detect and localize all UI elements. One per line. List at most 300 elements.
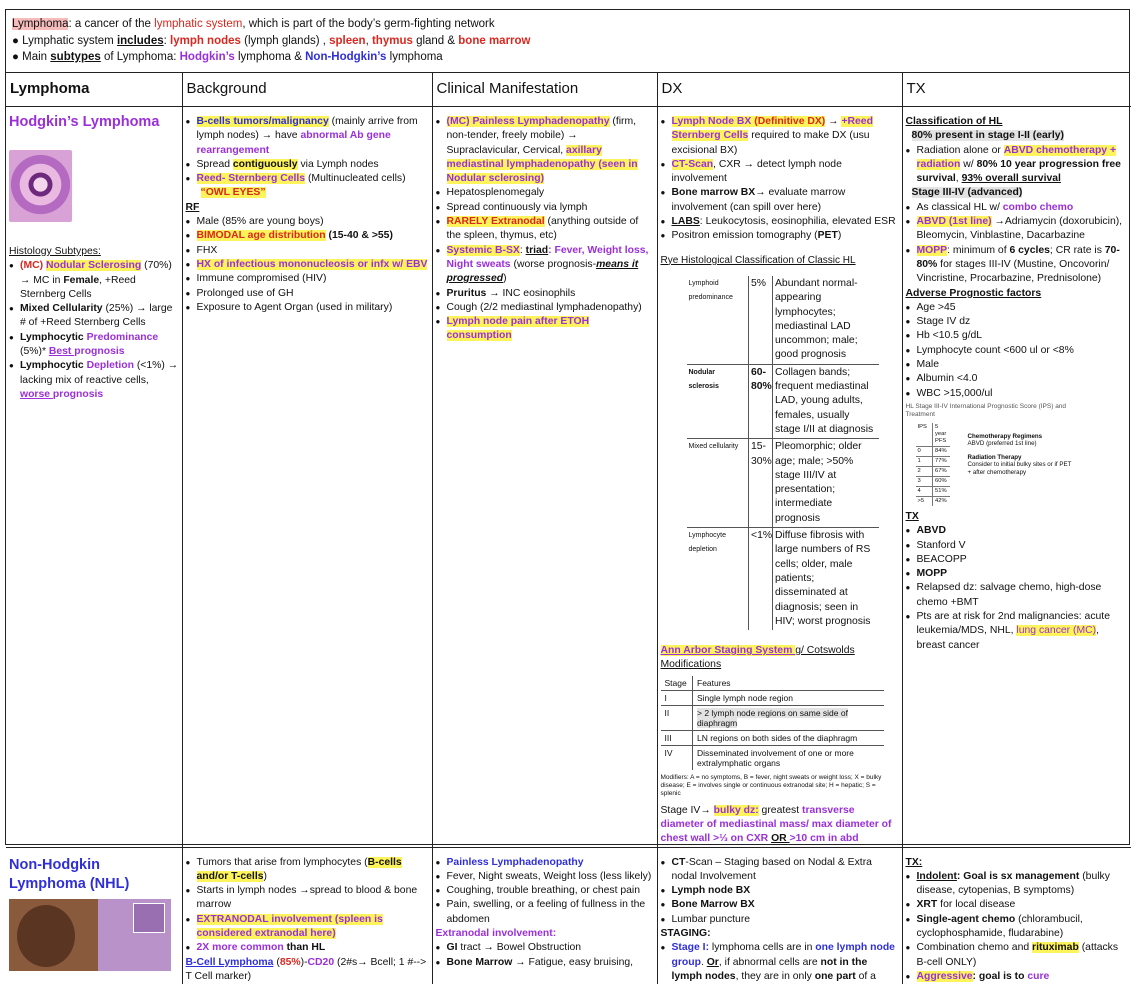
table-row	[661, 745, 884, 770]
text: :	[519, 244, 526, 256]
text: not in the lymph nodes	[671, 956, 868, 982]
text: lymphoma	[386, 51, 443, 63]
staging-title: STAGING:	[660, 928, 711, 940]
text: Disseminated involvement of one or more extralymphatic organs	[693, 745, 884, 770]
element	[186, 115, 429, 201]
table-row	[916, 476, 950, 486]
ips-regimens	[968, 433, 1073, 506]
nhl-tx-title: TX:	[905, 856, 923, 868]
text: (	[273, 956, 280, 968]
text: greatest	[758, 804, 802, 816]
table-row	[687, 528, 879, 631]
text: of Lymphoma:	[100, 51, 180, 63]
text: required to make DX (usu excisional BX)	[671, 130, 870, 156]
text: →	[825, 116, 842, 127]
text: 2X more common	[196, 942, 284, 954]
term-thymus: thymus	[371, 34, 413, 47]
text: .	[700, 956, 707, 968]
text: Stage I:	[671, 942, 710, 954]
term-hodgkins: Hodgkin’s	[179, 51, 235, 63]
text: 6 cycles	[1009, 244, 1050, 256]
text: (lymph glands) ,	[240, 34, 330, 47]
list-item: ● ABVD	[906, 524, 1129, 538]
text: CT-Scan	[671, 158, 714, 170]
list-item	[436, 856, 654, 870]
list-item: ● Lumbar puncture	[661, 913, 899, 927]
text: As classical HL w/	[916, 201, 1003, 213]
text: means it progressed	[446, 258, 639, 285]
text: 77%	[933, 456, 950, 466]
list-item	[906, 610, 1129, 653]
list-item: ● Stanford V	[906, 539, 1129, 553]
text: , which is part of the body’s germ-fighting network	[242, 18, 495, 30]
text: 0	[916, 446, 933, 456]
text: 60-80%	[749, 364, 773, 438]
table-row	[916, 446, 950, 456]
element	[906, 129, 1129, 143]
column-header-clinical: Clinical Manifestation	[432, 73, 657, 107]
text: tract → Bowel Obstruction	[457, 942, 582, 954]
text: Tumors that arise from lymphocytes (	[196, 856, 368, 868]
list-item: ● Male	[906, 358, 1129, 372]
table-row	[687, 439, 879, 528]
text: LABS	[671, 216, 700, 228]
text: (bulky disease, cytopenias, B symptoms)	[916, 870, 1110, 897]
text: 80% present in stage I-II (early)	[911, 130, 1064, 142]
text: Ann Arbor Staging System	[660, 645, 796, 657]
list-item	[906, 244, 1129, 287]
list-item: ● Prolonged use of GH	[186, 287, 429, 301]
text: Nodular Sclerosing	[45, 260, 142, 272]
text: MOPP	[916, 244, 948, 256]
text: 70-80%	[916, 244, 1120, 270]
text: IV	[661, 745, 693, 770]
text: Positron emission tomography (	[671, 230, 818, 242]
text: Pts are at risk for 2nd malignancies: acute leukemia/MDS, NHL,	[916, 611, 1110, 637]
text: RARELY Extranodal	[446, 216, 545, 228]
text: contiguously	[232, 158, 298, 170]
stage-modifiers: Modifiers: A = no symptoms, B = fever, night sweats or weight loss; X = bulky disease; E = involves single or continuous extranodal site; H = hepatic; S = splenic	[660, 773, 882, 797]
text: gland &	[412, 34, 459, 47]
text: (15-40 & >55)	[325, 230, 393, 242]
text: 93% overall survival	[961, 173, 1061, 185]
list-item	[906, 898, 1129, 912]
text: ABVD (1st line)	[916, 216, 992, 228]
term-non-hodgkins: Non-Hodgkin’s	[305, 51, 387, 63]
list-item	[186, 115, 429, 158]
column-header-background: Background	[182, 73, 432, 107]
list-item	[906, 941, 1129, 970]
text: worse	[20, 388, 53, 400]
element	[906, 186, 1129, 200]
element	[133, 903, 165, 933]
list-item	[661, 215, 899, 229]
text: Single-agent chemo	[916, 913, 1016, 925]
nhl-title: Non-Hodgkin Lymphoma (NHL)	[9, 856, 130, 892]
table-row	[687, 276, 879, 364]
rye-classification-title: Rye Histological Classification of Classic HL	[660, 254, 856, 266]
text: )-	[300, 956, 308, 968]
text: , +Reed Sternberg Cells	[20, 274, 136, 300]
risk-factors-list	[186, 215, 429, 315]
text: 15-30%	[749, 439, 773, 528]
text: Chemotherapy Regimens	[967, 432, 1043, 440]
text: Nodular sclerosis	[687, 364, 749, 438]
text: Features	[693, 676, 884, 691]
list-item: ● Lymphocyte count <600 ul or <8%	[906, 344, 1129, 358]
list-item	[436, 956, 654, 970]
text: w/	[960, 158, 977, 170]
text: subtypes	[50, 51, 101, 63]
text: bulky dz:	[713, 804, 759, 816]
text: HX of infectious mononucleosis or infx w/ EBV	[196, 258, 428, 270]
list-item	[906, 215, 1129, 244]
text: Pruritus	[446, 287, 487, 299]
text: : Goal is sx management	[956, 870, 1080, 882]
text: CT	[671, 856, 686, 868]
table-row	[916, 456, 950, 466]
list-item	[9, 259, 179, 302]
text: :	[163, 34, 170, 47]
list-item	[906, 870, 1129, 899]
intro-line-2: ● Lymphatic system includes: lymph nodes (lymph glands) , spleen, thymus gland & bone marrow	[12, 34, 531, 47]
nhl-dx-cell	[657, 847, 902, 984]
tx-list	[906, 524, 1129, 653]
text: : Leukocytosis, eosinophilia, elevated ESR	[699, 216, 896, 228]
text: Lymphoid predominance	[687, 276, 749, 364]
hl-clinical-cell	[432, 107, 657, 848]
text: of a	[855, 970, 876, 982]
table-row	[661, 676, 884, 691]
text: prognosis	[74, 346, 125, 358]
text: (Multinucleated cells)	[305, 173, 406, 185]
list-item: ● Immune compromised (HIV)	[186, 272, 429, 286]
element	[906, 870, 1129, 984]
text: PET	[817, 230, 838, 242]
text: 60%	[933, 476, 950, 486]
text: ,	[955, 173, 962, 185]
list-item: ● FHX	[186, 244, 429, 258]
text: (MC)	[20, 260, 44, 272]
element	[906, 201, 1129, 287]
text: 67%	[933, 466, 950, 476]
text: combo chemo	[1002, 201, 1074, 213]
text: (anything outside of the spleen, thymus, etc)	[446, 216, 639, 242]
element	[906, 144, 1129, 187]
term-bone-marrow: bone marrow	[458, 34, 531, 47]
list-item	[906, 201, 1129, 215]
text: (25%) → large # of +Reed Sternberg Cells	[20, 303, 173, 329]
column-header-lymphoma: Lymphoma	[6, 73, 182, 107]
text: B-cells and/or T-cells	[196, 856, 402, 882]
risk-factors-title: RF	[185, 201, 200, 213]
list-item	[661, 856, 899, 885]
list-item	[661, 115, 899, 158]
text: →Adriamycin (doxorubicin), Bleomycin, Vinblastine, Dacarbazine	[916, 216, 1123, 242]
list-item	[436, 244, 654, 287]
term-lymphoma: Lymphoma	[12, 18, 69, 30]
ips-title: HL Stage III-IV International Prognostic Score (IPS) and Treatment	[905, 402, 1067, 418]
list-item	[661, 941, 899, 984]
text: 4	[916, 486, 933, 496]
list-item	[661, 229, 899, 243]
text: (attacks B-cell ONLY)	[916, 942, 1119, 968]
list-item: ● BEACOPP	[906, 553, 1129, 567]
text: Painless Lymphadenopathy	[446, 856, 584, 868]
list-item: ● Male (85% are young boys)	[186, 215, 429, 229]
intro-line-3: ● Main subtypes of Lymphoma: Hodgkin’s lymphoma & Non-Hodgkin’s lymphoma	[12, 51, 443, 63]
list-item	[186, 258, 429, 272]
term-spleen: spleen	[329, 34, 366, 47]
text: , if abnormal cells are	[718, 956, 821, 968]
list-item	[661, 186, 899, 215]
text: , breast cancer	[916, 625, 1099, 651]
list-item: ● Starts in lymph nodes →spread to blood & bone marrow	[186, 884, 429, 913]
list-item: ● Coughing, trouble breathing, or chest pain	[436, 884, 654, 898]
intro-line-1	[12, 16, 1123, 33]
list-item: ● Spread continuously via lymph	[436, 201, 654, 215]
hl-dx-cell	[657, 107, 902, 848]
list-item: ● WBC >15,000/ul	[906, 387, 1129, 401]
histology-subtypes-list	[9, 259, 179, 402]
text: Spread	[196, 158, 233, 170]
text: Radiation Therapy	[967, 453, 1022, 461]
text: -Scan – Staging based on Nodal & Extra nodal Involvement	[671, 856, 872, 882]
text: >10 cm in abd	[789, 833, 859, 845]
text: than HL	[283, 942, 326, 954]
text: Lymph node pain after ETOH consumption	[446, 316, 590, 342]
text: ABVD chemotherapy + radiation	[916, 144, 1117, 170]
nhl-tx-cell	[902, 847, 1131, 984]
text: Stage	[661, 676, 693, 691]
text: cure	[1027, 970, 1050, 982]
text: lymphoma &	[234, 51, 306, 63]
list-item	[9, 331, 179, 360]
list-item	[186, 856, 429, 885]
text: 80% 10 year progression free survival	[916, 158, 1121, 185]
adverse-factors-list	[906, 301, 1129, 401]
intro-header	[6, 10, 1129, 73]
text: Combination chemo and	[916, 942, 1033, 954]
list-item	[9, 302, 179, 331]
element	[436, 115, 654, 344]
lymphoma-table	[6, 73, 1131, 984]
text: (<1%) → lacking mix of reactive cells,	[20, 360, 179, 386]
text: transverse diameter of mediastinal mass/ max diameter of chest wall >⅓ on CXR	[660, 804, 892, 845]
hl-name-cell	[6, 107, 182, 848]
element	[436, 856, 654, 927]
list-item	[186, 158, 429, 172]
text: 3	[916, 476, 933, 486]
classification-title: Classification of HL	[905, 116, 1003, 127]
text: IPS	[916, 423, 933, 447]
table-row	[916, 466, 950, 476]
text: <1%	[749, 528, 773, 631]
text: Lymphocytic	[20, 360, 87, 372]
text: lung cancer (MC)	[1016, 625, 1097, 637]
text: one part	[814, 970, 856, 982]
table-row	[661, 690, 884, 705]
element	[17, 905, 75, 967]
text: Stage IV→	[660, 804, 714, 816]
text: (firm, non-tender, freely mobile) → Supraclavicular, Cervical,	[446, 116, 637, 156]
list-item: ● Stage IV dz	[906, 315, 1129, 329]
text: via Lymph nodes	[297, 158, 379, 170]
text: 5%	[749, 276, 773, 364]
text: for local disease	[937, 899, 1016, 911]
text: Lymphocytic	[20, 331, 87, 343]
table-row	[916, 486, 950, 496]
text: Reed- Sternberg Cells	[196, 173, 306, 185]
tx-list-title: TX	[905, 510, 919, 522]
text: > 2 lymph node regions on same side of diaphragm	[697, 707, 848, 728]
list-item	[661, 158, 899, 187]
text: +Reed Sternberg Cells	[671, 116, 873, 142]
text: lymphoma cells are in	[709, 942, 816, 954]
text: for stages III-IV (Mustine, Oncovorin/ Vincristine, Procarbazine, Prednisolone)	[916, 258, 1110, 285]
list-item	[436, 115, 654, 186]
list-item	[436, 315, 654, 344]
text: : goal is to	[972, 970, 1028, 982]
stage-iv-note	[661, 804, 899, 847]
text: → Fatigue, easy bruising,	[512, 956, 634, 968]
element	[661, 115, 899, 244]
text: Bone Marrow	[446, 956, 513, 968]
text: (Definitive DX)	[751, 116, 826, 127]
list-item: ● Age >45	[906, 301, 1129, 315]
text: B-Cell Lymphoma	[185, 956, 274, 968]
text: Mixed Cellularity	[20, 303, 103, 315]
element	[661, 941, 899, 984]
list-item: ● Fever, Night sweats, Weight loss (less likely)	[436, 870, 654, 884]
text: → INC eosinophils	[486, 287, 576, 299]
text: 42%	[933, 496, 950, 506]
text: prognosis	[52, 388, 104, 400]
text: Diffuse fibrosis with large numbers of RS cells; older, male patients; disseminated at diagnosis; seen in HIV; worst prognosis	[773, 528, 879, 631]
histology-subtypes-title: Histology Subtypes:	[9, 246, 101, 257]
text: B-cells tumors/malignancy	[196, 116, 329, 127]
text: rituximab	[1032, 942, 1079, 954]
text: Radiation alone or	[916, 144, 1004, 156]
list-item: ● Exposure to Agent Organ (used in military)	[186, 301, 429, 315]
text: ABVD (preferred 1st line)	[967, 440, 1037, 448]
rye-classification-table	[687, 276, 879, 630]
column-header-row	[6, 73, 1131, 107]
list-item: ● MOPP	[906, 567, 1129, 581]
text: Or	[706, 956, 719, 968]
text: II	[661, 705, 693, 730]
text: g/ Cotswolds Modifications	[660, 645, 855, 671]
ips-table	[916, 423, 950, 506]
text: (5%)*	[20, 346, 49, 358]
list-item: ● Hb <10.5 g/dL	[906, 329, 1129, 343]
element	[186, 856, 429, 956]
text: >5	[916, 496, 933, 506]
text: (2#s→ Bcell; 1 #--> T Cell marker)	[185, 956, 427, 982]
text: Systemic B-SX	[446, 244, 520, 256]
table-row	[661, 705, 884, 730]
nhl-patient-and-histology-photo	[9, 899, 171, 971]
text: Indolent	[916, 870, 957, 882]
text: Depletion	[86, 360, 134, 372]
text: EXTRANODAL involvement (spleen is considered extranodal here)	[196, 913, 383, 940]
text: one lymph node group	[671, 942, 895, 968]
list-item	[186, 941, 429, 955]
text: (chlorambucil, cyclophosphamide, fludarabine)	[916, 913, 1083, 940]
column-header-dx: DX	[657, 73, 902, 107]
extranodal-title: Extranodal involvement:	[435, 928, 557, 940]
list-item	[186, 172, 429, 201]
text: : a cancer of the	[68, 18, 155, 30]
non-hodgkin-row	[6, 847, 1131, 984]
text: Collagen bands; frequent mediastinal LAD, young adults, females, usually stage I/II at diagnosis	[773, 364, 879, 438]
list-item	[436, 287, 654, 301]
nhl-background-cell	[182, 847, 432, 984]
list-item	[186, 913, 429, 942]
ips-figure	[916, 423, 1129, 506]
text: Best	[48, 346, 75, 358]
text: CD20	[307, 956, 335, 968]
text: )	[503, 273, 507, 285]
text: (70%) → MC in	[20, 260, 172, 286]
text: XRT	[916, 899, 938, 911]
text: (worse prognosis-	[510, 258, 597, 270]
text: 1	[916, 456, 933, 466]
ann-arbor-title	[661, 644, 899, 673]
text: Main	[22, 51, 51, 63]
text: III	[661, 730, 693, 745]
text: Abundant normal-appearing lymphocytes; mediastinal LAD uncommon; male; good prognosis	[773, 276, 879, 364]
text: “OWL EYES”	[200, 187, 266, 199]
text: Aggressive	[916, 970, 973, 982]
text: I	[661, 690, 693, 705]
text: Bone marrow BX	[671, 187, 756, 199]
list-item: ● Bone Marrow BX	[661, 898, 899, 912]
list-item: ● Pain, swelling, or a feeling of fullness in the abdomen	[436, 898, 654, 927]
hl-tx-cell	[902, 107, 1131, 848]
text: includes	[116, 34, 164, 47]
text: Consider to initial bulky sites or if PET + after chemotherapy	[967, 461, 1072, 476]
ann-arbor-stage-table	[661, 676, 884, 770]
text: OR	[771, 833, 790, 845]
table-row	[916, 423, 950, 447]
text: Female	[63, 274, 100, 286]
text: ; CR rate is	[1049, 244, 1105, 256]
text: Predominance	[86, 331, 159, 343]
text: 51%	[933, 486, 950, 496]
table-row	[687, 364, 879, 438]
element	[436, 941, 654, 970]
text: triad	[525, 244, 549, 256]
lymphoma-notes-page	[5, 9, 1130, 982]
text: Pleomorphic; older age; male; >50% stage III/IV at presentation; intermediate prognosis	[773, 439, 879, 528]
element	[693, 705, 884, 730]
list-item	[906, 144, 1129, 187]
text: Mixed cellularity	[687, 439, 749, 528]
text: 5 year PFS	[933, 423, 950, 447]
hodgkin-row	[6, 107, 1131, 848]
b-cell-lymphoma-line	[186, 956, 429, 984]
text: )	[837, 230, 842, 242]
text: Lymphatic system	[22, 34, 117, 47]
text: , CXR → detect lymph node involvement	[671, 158, 842, 185]
reed-sternberg-cell-micrograph	[9, 150, 72, 222]
list-item: ● Relapsed dz: salvage chemo, high-dose chemo +BMT	[906, 581, 1129, 610]
text: : minimum of	[947, 244, 1010, 256]
text: GI	[446, 942, 458, 954]
text: → evaluate marrow involvement (can spill over here)	[671, 187, 846, 213]
text: )	[263, 870, 267, 882]
